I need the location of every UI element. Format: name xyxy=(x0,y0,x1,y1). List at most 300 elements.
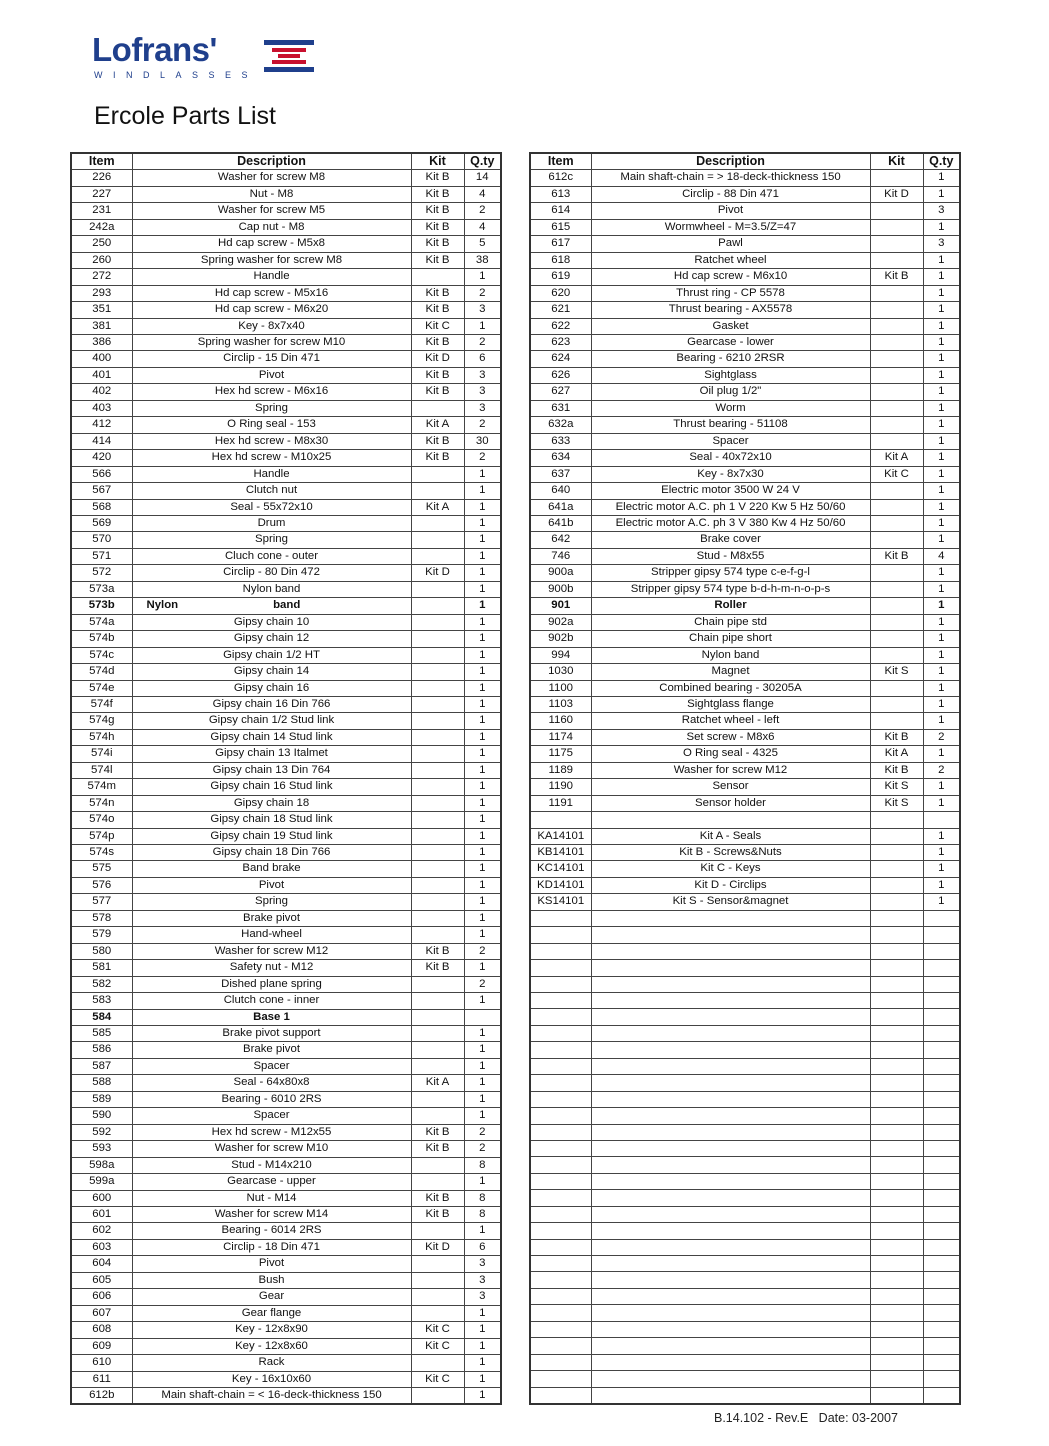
cell-qty xyxy=(923,1206,960,1222)
cell-qty: 1 xyxy=(923,713,960,729)
cell-item: 351 xyxy=(71,302,132,318)
table-row xyxy=(71,334,501,350)
cell-qty: 1 xyxy=(464,614,501,630)
cell-kit: Kit B xyxy=(411,450,464,466)
cell-kit xyxy=(870,828,923,844)
cell-qty xyxy=(923,1108,960,1124)
cell-kit: Kit C xyxy=(870,466,923,482)
cell-description xyxy=(591,1338,870,1354)
table-row xyxy=(530,1371,960,1387)
header-description: Description xyxy=(591,153,870,170)
table-row xyxy=(71,186,501,202)
cell-kit xyxy=(870,1124,923,1140)
cell-item xyxy=(530,910,591,926)
table-row xyxy=(530,1223,960,1239)
cell-qty: 1 xyxy=(923,417,960,433)
table-row xyxy=(71,548,501,564)
cell-kit xyxy=(870,302,923,318)
cell-kit xyxy=(870,647,923,663)
cell-qty: 1 xyxy=(923,861,960,877)
table-row xyxy=(71,433,501,449)
cell-description: Rack xyxy=(132,1355,411,1371)
cell-kit xyxy=(870,1354,923,1370)
brand-logo xyxy=(92,30,322,84)
cell-qty xyxy=(923,1058,960,1074)
cell-kit xyxy=(411,1174,464,1190)
cell-kit xyxy=(870,219,923,235)
cell-description: Oil plug 1/2" xyxy=(591,384,870,400)
cell-qty: 2 xyxy=(464,450,501,466)
cell-description xyxy=(591,1157,870,1173)
cell-kit xyxy=(870,614,923,630)
cell-description: Stud - M8x55 xyxy=(591,548,870,564)
cell-kit xyxy=(870,236,923,252)
cell-description: Gipsy chain 19 Stud link xyxy=(132,828,411,844)
cell-kit xyxy=(411,877,464,893)
cell-description: Nylon band xyxy=(591,647,870,663)
table-row xyxy=(71,1371,501,1387)
cell-kit xyxy=(411,647,464,663)
cell-description: Set screw - M8x6 xyxy=(591,729,870,745)
table-row xyxy=(530,729,960,745)
cell-item: 599a xyxy=(71,1174,132,1190)
cell-qty: 14 xyxy=(464,170,501,186)
cell-qty: 1 xyxy=(464,548,501,564)
cell-qty xyxy=(923,1288,960,1304)
table-row xyxy=(71,499,501,515)
table-row xyxy=(530,713,960,729)
parts-table-right-body xyxy=(530,170,960,1404)
cell-kit: Kit B xyxy=(411,1124,464,1140)
cell-qty: 5 xyxy=(464,236,501,252)
table-row xyxy=(530,334,960,350)
cell-kit xyxy=(870,318,923,334)
cell-qty: 8 xyxy=(464,1207,501,1223)
cell-item: 588 xyxy=(71,1075,132,1091)
cell-item xyxy=(530,1190,591,1206)
cell-kit: Kit B xyxy=(411,252,464,268)
cell-kit: Kit B xyxy=(870,729,923,745)
cell-kit xyxy=(411,927,464,943)
table-row xyxy=(530,779,960,795)
cell-qty: 1 xyxy=(464,532,501,548)
cell-kit xyxy=(870,170,923,186)
cell-qty: 3 xyxy=(923,236,960,252)
cell-kit xyxy=(870,499,923,515)
cell-kit xyxy=(870,877,923,893)
cell-description xyxy=(591,927,870,943)
cell-item: 574n xyxy=(71,795,132,811)
cell-item: 1160 xyxy=(530,713,591,729)
cell-item: 598a xyxy=(71,1157,132,1173)
table-row xyxy=(71,269,501,285)
cell-description: Spacer xyxy=(132,1058,411,1074)
cell-qty xyxy=(923,1190,960,1206)
table-row xyxy=(530,384,960,400)
cell-description: Chain pipe short xyxy=(591,631,870,647)
table-row xyxy=(530,302,960,318)
cell-qty: 6 xyxy=(464,1239,501,1255)
cell-description: Pivot xyxy=(132,1256,411,1272)
table-row xyxy=(71,960,501,976)
cell-description: Gearcase - upper xyxy=(132,1174,411,1190)
cell-item: KA14101 xyxy=(530,828,591,844)
cell-kit xyxy=(870,1173,923,1189)
table-row xyxy=(530,417,960,433)
cell-description xyxy=(591,1091,870,1107)
cell-item: 631 xyxy=(530,400,591,416)
table-row xyxy=(530,252,960,268)
table-row xyxy=(530,1256,960,1272)
cell-description: Bearing - 6014 2RS xyxy=(132,1223,411,1239)
cell-kit: Kit B xyxy=(411,1190,464,1206)
cell-kit: Kit D xyxy=(411,565,464,581)
table-row xyxy=(530,1124,960,1140)
table-row xyxy=(71,1355,501,1371)
header-qty: Q.ty xyxy=(923,153,960,170)
cell-kit xyxy=(870,1058,923,1074)
cell-description: Ratchet wheel - left xyxy=(591,713,870,729)
table-row xyxy=(71,1387,501,1404)
cell-item: 579 xyxy=(71,927,132,943)
cell-kit xyxy=(411,598,464,614)
table-row xyxy=(71,664,501,680)
parts-table-right xyxy=(529,152,961,1405)
cell-qty xyxy=(923,1387,960,1404)
cell-kit xyxy=(411,729,464,745)
cell-item xyxy=(530,1157,591,1173)
cell-qty: 1 xyxy=(464,1091,501,1107)
cell-kit xyxy=(870,1387,923,1404)
cell-qty: 1 xyxy=(464,269,501,285)
cell-description xyxy=(591,1239,870,1255)
cell-kit: Kit A xyxy=(411,499,464,515)
cell-description xyxy=(591,1387,870,1404)
table-row xyxy=(71,219,501,235)
table-row xyxy=(530,1091,960,1107)
cell-item: 1103 xyxy=(530,696,591,712)
cell-item: 622 xyxy=(530,318,591,334)
cell-description xyxy=(591,1140,870,1156)
cell-item: 746 xyxy=(530,548,591,564)
header-item: Item xyxy=(530,153,591,170)
cell-item: 605 xyxy=(71,1272,132,1288)
cell-qty: 1 xyxy=(464,483,501,499)
cell-kit: Kit B xyxy=(411,219,464,235)
cell-description: Spring washer for screw M10 xyxy=(132,334,411,350)
cell-kit xyxy=(870,433,923,449)
cell-item xyxy=(530,1009,591,1025)
cell-kit: Kit B xyxy=(870,269,923,285)
cell-qty: 1 xyxy=(464,1305,501,1321)
table-row xyxy=(71,927,501,943)
cell-item: 1030 xyxy=(530,664,591,680)
cell-qty xyxy=(923,1371,960,1387)
cell-item: 640 xyxy=(530,483,591,499)
table-row xyxy=(71,1075,501,1091)
cell-qty: 1 xyxy=(464,647,501,663)
cell-qty: 1 xyxy=(923,384,960,400)
cell-item: 402 xyxy=(71,384,132,400)
cell-description: Washer for screw M8 xyxy=(132,170,411,186)
cell-kit: Kit B xyxy=(411,334,464,350)
table-row xyxy=(71,1026,501,1042)
cell-item: 574f xyxy=(71,696,132,712)
cell-item xyxy=(530,1173,591,1189)
table-row xyxy=(530,1206,960,1222)
cell-kit xyxy=(870,1371,923,1387)
cell-qty: 3 xyxy=(464,384,501,400)
cell-item: 582 xyxy=(71,976,132,992)
cell-item: 633 xyxy=(530,433,591,449)
cell-description: Nut - M8 xyxy=(132,186,411,202)
cell-qty: 1 xyxy=(464,713,501,729)
table-row xyxy=(530,1338,960,1354)
cell-item: 414 xyxy=(71,433,132,449)
cell-item: 400 xyxy=(71,351,132,367)
cell-description: Band brake xyxy=(132,861,411,877)
cell-kit xyxy=(411,664,464,680)
table-row xyxy=(530,581,960,597)
table-row xyxy=(530,1140,960,1156)
cell-qty: 1 xyxy=(464,1026,501,1042)
cell-description: Washer for screw M14 xyxy=(132,1207,411,1223)
cell-description: Roller xyxy=(591,598,870,614)
cell-qty: 1 xyxy=(923,877,960,893)
cell-description: Circlip - 15 Din 471 xyxy=(132,351,411,367)
cell-description xyxy=(591,976,870,992)
table-row xyxy=(530,1387,960,1404)
table-header-row xyxy=(71,153,501,170)
table-row xyxy=(71,252,501,268)
table-row xyxy=(530,762,960,778)
cell-qty: 3 xyxy=(464,400,501,416)
cell-description: Kit B - Screws&Nuts xyxy=(591,845,870,861)
cell-kit xyxy=(411,483,464,499)
cell-qty: 1 xyxy=(464,1058,501,1074)
table-row xyxy=(71,877,501,893)
table-row xyxy=(71,680,501,696)
header-qty: Q.ty xyxy=(464,153,501,170)
table-row xyxy=(71,976,501,992)
cell-qty: 1 xyxy=(923,614,960,630)
table-row xyxy=(530,1354,960,1370)
cell-item: 615 xyxy=(530,219,591,235)
table-row xyxy=(530,499,960,515)
cell-kit: Kit A xyxy=(411,1075,464,1091)
table-row xyxy=(530,795,960,811)
cell-description: Electric motor A.C. ph 3 V 380 Kw 4 Hz 50/60 xyxy=(591,515,870,531)
cell-description: Gear flange xyxy=(132,1305,411,1321)
cell-item: 250 xyxy=(71,236,132,252)
cell-kit xyxy=(870,713,923,729)
cell-description: Handle xyxy=(132,269,411,285)
cell-description: Kit A - Seals xyxy=(591,828,870,844)
cell-qty xyxy=(923,1321,960,1337)
cell-description: Gipsy chain 18 Din 766 xyxy=(132,845,411,861)
table-row xyxy=(530,960,960,976)
cell-item: 590 xyxy=(71,1108,132,1124)
cell-item: KB14101 xyxy=(530,845,591,861)
cell-item: 902b xyxy=(530,631,591,647)
cell-qty xyxy=(923,1256,960,1272)
cell-qty xyxy=(923,812,960,828)
cell-item: 611 xyxy=(71,1371,132,1387)
cell-qty: 1 xyxy=(464,729,501,745)
cell-qty xyxy=(923,927,960,943)
cell-description: Magnet xyxy=(591,664,870,680)
cell-item xyxy=(530,1108,591,1124)
cell-item: 632a xyxy=(530,417,591,433)
cell-description xyxy=(591,1075,870,1091)
cell-qty: 1 xyxy=(464,960,501,976)
cell-kit xyxy=(870,285,923,301)
table-row xyxy=(530,910,960,926)
cell-qty: 1 xyxy=(464,762,501,778)
cell-description: Gipsy chain 10 xyxy=(132,614,411,630)
cell-qty xyxy=(923,993,960,1009)
cell-kit xyxy=(870,943,923,959)
table-row xyxy=(71,515,501,531)
cell-kit xyxy=(411,1026,464,1042)
table-row xyxy=(530,1157,960,1173)
table-row xyxy=(71,1272,501,1288)
cell-description: Seal - 64x80x8 xyxy=(132,1075,411,1091)
cell-item: 1189 xyxy=(530,762,591,778)
cell-kit xyxy=(411,548,464,564)
cell-kit xyxy=(411,515,464,531)
cell-qty: 1 xyxy=(923,894,960,910)
table-row xyxy=(71,170,501,186)
cell-qty: 1 xyxy=(923,631,960,647)
cell-description: Electric motor A.C. ph 1 V 220 Kw 5 Hz 50/60 xyxy=(591,499,870,515)
cell-qty xyxy=(464,1009,501,1025)
cell-kit: Kit S xyxy=(870,664,923,680)
cell-kit xyxy=(870,417,923,433)
header-item: Item xyxy=(71,153,132,170)
cell-qty: 1 xyxy=(923,499,960,515)
table-row xyxy=(530,1058,960,1074)
cell-item: 242a xyxy=(71,219,132,235)
cell-description: Pivot xyxy=(132,877,411,893)
cell-kit xyxy=(870,203,923,219)
cell-qty xyxy=(923,1091,960,1107)
cell-kit xyxy=(411,1272,464,1288)
table-row xyxy=(530,828,960,844)
cell-qty: 1 xyxy=(464,1338,501,1354)
cell-item: 574o xyxy=(71,812,132,828)
cell-item: 574e xyxy=(71,680,132,696)
cell-qty: 1 xyxy=(923,515,960,531)
cell-kit xyxy=(411,400,464,416)
cell-description xyxy=(591,1305,870,1321)
cell-qty xyxy=(923,960,960,976)
cell-qty: 1 xyxy=(464,746,501,762)
cell-kit xyxy=(411,269,464,285)
table-row xyxy=(71,779,501,795)
parts-table-left-body xyxy=(71,170,501,1404)
cell-kit: Kit B xyxy=(870,548,923,564)
cell-item: 574b xyxy=(71,631,132,647)
cell-qty: 1 xyxy=(923,400,960,416)
cell-kit xyxy=(411,910,464,926)
cell-kit: Kit B xyxy=(411,236,464,252)
cell-qty: 1 xyxy=(923,285,960,301)
table-row xyxy=(71,1190,501,1206)
cell-qty: 1 xyxy=(464,1075,501,1091)
cell-description: Sensor holder xyxy=(591,795,870,811)
cell-qty: 1 xyxy=(923,696,960,712)
cell-item: 610 xyxy=(71,1355,132,1371)
cell-item: 581 xyxy=(71,960,132,976)
cell-qty: 2 xyxy=(464,285,501,301)
cell-kit xyxy=(870,598,923,614)
cell-item: 574c xyxy=(71,647,132,663)
cell-kit xyxy=(870,1206,923,1222)
cell-item: 603 xyxy=(71,1239,132,1255)
table-row xyxy=(530,483,960,499)
cell-description: Kit S - Sensor&magnet xyxy=(591,894,870,910)
cell-item: 642 xyxy=(530,532,591,548)
cell-qty: 2 xyxy=(464,1141,501,1157)
table-row xyxy=(530,1025,960,1041)
cell-kit xyxy=(411,466,464,482)
cell-description xyxy=(591,1124,870,1140)
cell-qty: 1 xyxy=(923,795,960,811)
table-row xyxy=(71,1009,501,1025)
cell-description: Kit C - Keys xyxy=(591,861,870,877)
header-description: Description xyxy=(132,153,411,170)
cell-item xyxy=(530,1321,591,1337)
cell-kit xyxy=(411,532,464,548)
table-row xyxy=(530,1272,960,1288)
cell-qty xyxy=(923,976,960,992)
cell-qty: 6 xyxy=(464,351,501,367)
table-row xyxy=(71,746,501,762)
table-row xyxy=(71,351,501,367)
cell-item: 586 xyxy=(71,1042,132,1058)
table-row xyxy=(530,1173,960,1189)
cell-kit xyxy=(870,1108,923,1124)
cell-kit xyxy=(411,1091,464,1107)
cell-description: Key - 8x7x40 xyxy=(132,318,411,334)
table-row xyxy=(530,203,960,219)
cell-description: Hex hd screw - M8x30 xyxy=(132,433,411,449)
table-row xyxy=(530,1042,960,1058)
cell-description: Thrust bearing - 51108 xyxy=(591,417,870,433)
table-row xyxy=(530,664,960,680)
cell-kit xyxy=(411,713,464,729)
cell-item: 578 xyxy=(71,910,132,926)
cell-item: 592 xyxy=(71,1124,132,1140)
cell-description: Pivot xyxy=(591,203,870,219)
table-row xyxy=(71,1042,501,1058)
table-row xyxy=(530,614,960,630)
cell-item xyxy=(530,976,591,992)
cell-item: 619 xyxy=(530,269,591,285)
cell-kit: Kit S xyxy=(870,795,923,811)
cell-item: 585 xyxy=(71,1026,132,1042)
cell-kit xyxy=(870,367,923,383)
brand-name: Lofrans' xyxy=(92,31,217,68)
cell-kit xyxy=(411,696,464,712)
cell-kit xyxy=(411,762,464,778)
cell-description: O Ring seal - 153 xyxy=(132,417,411,433)
cell-item: 612c xyxy=(530,170,591,186)
cell-kit: Kit B xyxy=(870,762,923,778)
cell-kit: Kit C xyxy=(411,1338,464,1354)
cell-description: Base 1 xyxy=(132,1009,411,1025)
